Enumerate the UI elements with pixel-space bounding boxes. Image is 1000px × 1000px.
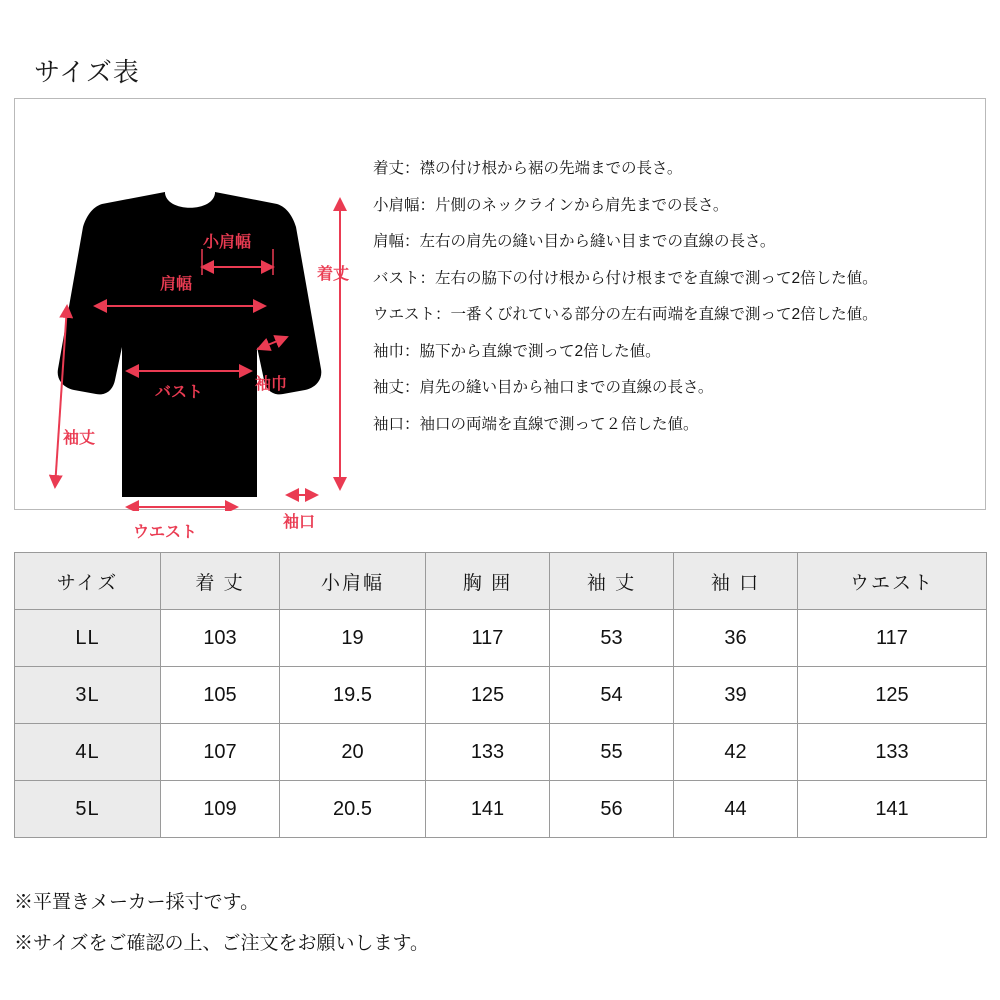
table-cell: 133 [426, 724, 550, 781]
column-header: 胸 囲 [426, 553, 550, 610]
label-kitake: 着丈 [317, 266, 350, 283]
table-cell: 3L [15, 667, 161, 724]
legend-item: ウエスト：一番くびれている部分の左右両端を直線で測って2倍した値。 [373, 306, 878, 323]
note-line: ※平置きメーカー採寸です。 [14, 892, 260, 913]
table-cell: LL [15, 610, 161, 667]
notes [14, 893, 974, 975]
label-sode-guchi: 袖口 [283, 514, 316, 531]
table-cell: 44 [674, 781, 798, 838]
garment-diagram [15, 99, 365, 541]
table-cell: 109 [161, 781, 280, 838]
table-cell: 103 [161, 610, 280, 667]
table-cell: 4L [15, 724, 161, 781]
legend-item: バスト：左右の脇下の付け根から付け根までを直線で測って2倍した値。 [373, 269, 878, 287]
size-table [14, 552, 987, 838]
garment-shape [58, 179, 322, 497]
table-cell: 107 [161, 724, 280, 781]
column-header: 袖 口 [674, 553, 798, 610]
table-cell: 141 [426, 781, 550, 838]
column-header: ウエスト [798, 553, 987, 610]
table-cell: 125 [426, 667, 550, 724]
column-header: 袖 丈 [550, 553, 674, 610]
table-cell: 42 [674, 724, 798, 781]
table-cell: 133 [798, 724, 987, 781]
table-cell: 125 [798, 667, 987, 724]
legend-list [373, 161, 973, 453]
table-row [15, 781, 987, 838]
table-header-row [15, 553, 987, 610]
diagram-panel [14, 98, 986, 541]
legend-item: 袖口：袖口の両端を直線で測って２倍した値。 [373, 415, 699, 433]
table-cell: 55 [550, 724, 674, 781]
table-row [15, 667, 987, 724]
table-cell: 117 [426, 610, 550, 667]
table-cell: 19 [280, 610, 426, 667]
table-cell: 39 [674, 667, 798, 724]
table-cell: 19.5 [280, 667, 426, 724]
garment-svg [15, 99, 365, 511]
table-cell: 20.5 [280, 781, 426, 838]
table-cell: 105 [161, 667, 280, 724]
legend-item: 小肩幅：片側のネックラインから肩先までの長さ。 [373, 196, 729, 214]
table-row [15, 610, 987, 667]
note-line: ※サイズをご確認の上、ご注文をお願いします。 [14, 933, 429, 954]
table-cell: 36 [674, 610, 798, 667]
column-header: 着 丈 [161, 553, 280, 610]
table-cell: 53 [550, 610, 674, 667]
page-title: サイズ表 [34, 57, 140, 87]
label-sode-haba: 袖巾 [255, 376, 288, 393]
column-header: 小肩幅 [280, 553, 426, 610]
table-cell: 56 [550, 781, 674, 838]
legend-item: 着丈：襟の付け根から裾の先端までの長さ。 [373, 160, 683, 177]
legend-item: 袖巾：脇下から直線で測って2倍した値。 [373, 342, 661, 360]
label-sode-take: 袖丈 [63, 430, 96, 447]
table-cell: 54 [550, 667, 674, 724]
table-row [15, 724, 987, 781]
legend-item: 袖丈：肩先の縫い目から袖口までの直線の長さ。 [373, 379, 714, 396]
label-waist: ウエスト [133, 524, 198, 541]
label-ko-kata-haba: 小肩幅 [203, 234, 252, 251]
table-cell: 117 [798, 610, 987, 667]
table-cell: 141 [798, 781, 987, 838]
dim-sode-take [55, 306, 67, 487]
legend-item: 肩幅：左右の肩先の縫い目から縫い目までの直線の長さ。 [373, 233, 776, 250]
column-header: サイズ [15, 553, 161, 610]
table-cell: 20 [280, 724, 426, 781]
label-kata-haba: 肩幅 [160, 276, 193, 293]
table-cell: 5L [15, 781, 161, 838]
label-bust: バスト [155, 384, 204, 401]
